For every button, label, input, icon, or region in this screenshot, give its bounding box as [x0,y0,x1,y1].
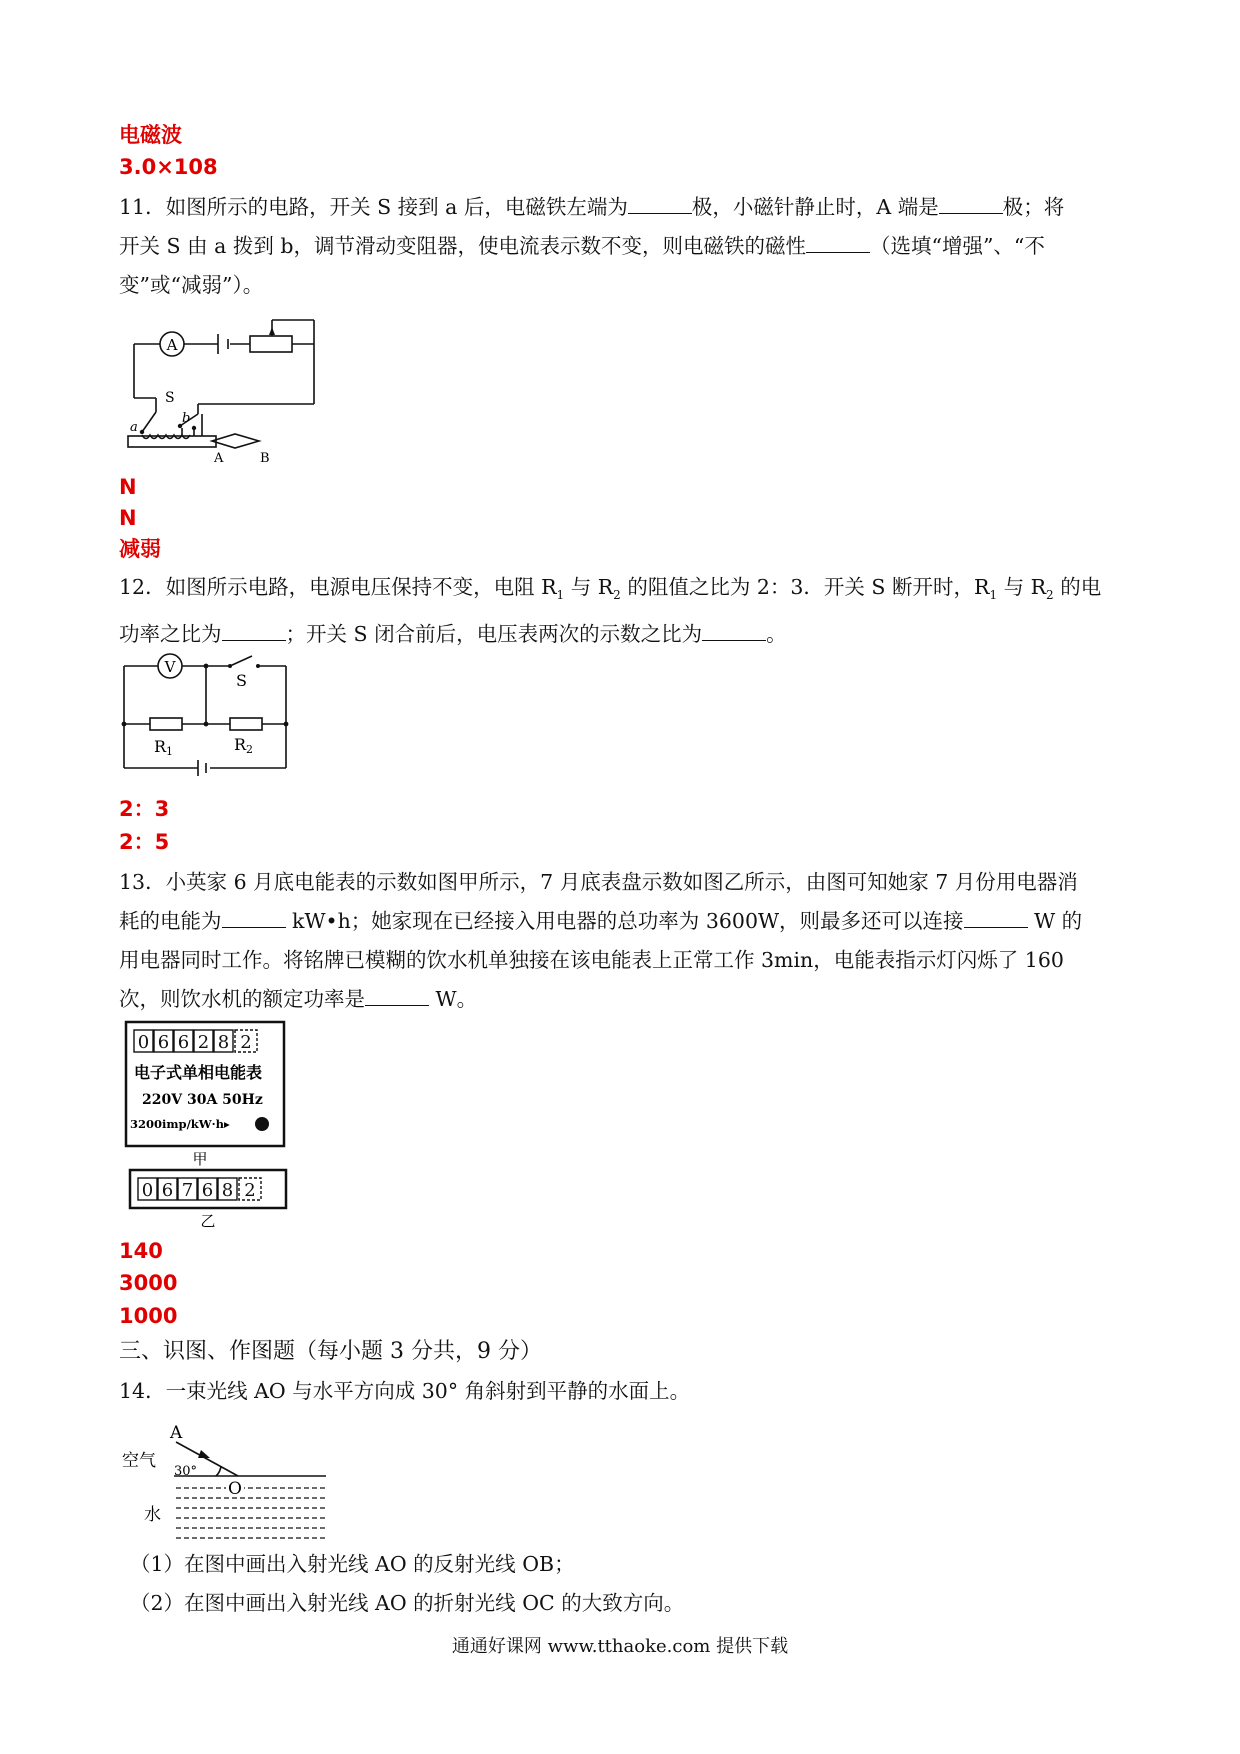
r1-label: R1 [154,737,174,758]
meter-jia-digit: 6 [177,1032,190,1053]
meter-yi-digit: 7 [181,1180,194,1201]
q14-sub2: （2）在图中画出入射光线 AO 的折射光线 OC 的大致方向。 [130,1591,685,1615]
question-12 [119,568,1129,654]
question-14-subparts [130,1545,1140,1623]
q12-line2: 功率之比为 ；开关 S 闭合前后，电压表两次的示数之比为 。 [119,615,1129,654]
section-title: 三、识图、作图题（每小题 3 分共，9 分） [119,1339,542,1364]
q12-line1: 12．如图所示电路，电源电压保持不变，电阻 $R_1$ 与 $R_2$ 的阻值之比为 2：3．开关 S 断开时，$R_1$ 与 $R_2$ 的电 [119,575,1102,603]
blank [365,983,429,1006]
water-label: 水 [144,1505,161,1525]
arrow-icon [198,1450,210,1458]
q11-line2: 开关 S 由 a 拨到 b，调节滑动变阻器，使电流表示数不变，则电磁铁的磁性 （选填“增强”、“不 [119,227,1129,266]
answer-q13-2: 3000 [119,1271,178,1295]
r2-label: R2 [234,735,254,756]
contact-a-label: a [130,420,138,435]
q11-line3: 变”或“减弱”）。 [119,273,264,297]
answer-q12-2: 2：5 [119,830,170,854]
blank [222,905,286,928]
question-11 [119,188,1129,305]
answer-q11-3: 减弱 [119,537,161,561]
q14-stem: 14．一束光线 AO 与水平方向成 30° 角斜射到平静的水面上。 [119,1379,691,1403]
meter-jia-spec: 220V 30A 50Hz [142,1092,263,1108]
switch-label: S [165,390,175,406]
needle-b-label: B [260,451,270,466]
meter-jia-digit: 0 [137,1032,150,1053]
blank [222,618,286,641]
switch-label: S [236,671,247,690]
question-13 [119,863,1129,1019]
blank [628,191,692,214]
meter-jia-digit: 2 [197,1032,210,1053]
q13-electric-meters [122,1018,292,1232]
angle-label: 30° [174,1464,198,1479]
answer-q13-1: 140 [119,1239,163,1263]
meter-jia-digit: 8 [217,1032,230,1053]
q11-circuit-diagram [120,306,330,468]
meter-jia-digit: 6 [157,1032,170,1053]
meter-yi-digit: 6 [161,1180,174,1201]
answer-q10-2: 3.0×108 [119,155,218,179]
q13-line1: 13．小英家 6 月底电能表的示数如图甲所示，7 月底表盘示数如图乙所示，由图可知她家 7 月份用电器消 [119,870,1078,894]
ammeter-label: A [166,336,178,354]
blank [806,230,870,253]
meter-yi-digit: 2 [244,1180,256,1201]
meter-jia-digit: 2 [240,1032,252,1053]
blank [702,618,766,641]
blank [964,905,1028,928]
meter-yi-digit: 8 [221,1180,234,1201]
point-o-label: O [228,1479,242,1499]
needle-a-label: A [214,451,224,466]
meter-jia-caption: 甲 [192,1150,208,1168]
q12-circuit-diagram [118,652,298,782]
voltmeter-label: V [164,658,176,676]
answer-q13-3: 1000 [119,1304,178,1328]
q13-line2: 耗的电能为 kW•h；她家现在已经接入用电器的总功率为 3600W，则最多还可以连接 W 的 [119,902,1129,941]
q13-line4: 次，则饮水机的额定功率是 W。 [119,980,1129,1019]
meter-yi-digit: 6 [201,1180,214,1201]
question-14 [119,1372,1129,1411]
answer-q12-1: 2：3 [119,797,170,821]
point-a-label: A [170,1423,183,1443]
contact-b-label: b [182,411,191,426]
meter-yi-digit: 0 [141,1180,154,1201]
q14-light-diagram [118,1418,338,1542]
meter-jia-title: 电子式单相电能表 [134,1063,263,1082]
q11-line1: 11．如图所示的电路，开关 S 接到 a 后，电磁铁左端为 极，小磁针静止时，A 端是 极；将 [119,188,1129,227]
meter-jia-imp: 3200imp/kW·h▸ [130,1117,230,1131]
footer-source: 通通好课网 www.tthaoke.com 提供下载 [451,1636,789,1657]
answer-q11-1: N [119,475,137,499]
meter-yi-caption: 乙 [200,1212,216,1230]
blank [939,191,1003,214]
q14-sub1: （1）在图中画出入射光线 AO 的反射光线 OB； [130,1552,575,1576]
q13-line3: 用电器同时工作。将铭牌已模糊的饮水机单独接在该电能表上正常工作 3min，电能表指示灯闪烁了 160 [119,948,1064,972]
indicator-light-icon [255,1117,269,1131]
answer-q11-2: N [119,506,137,530]
answer-q10-1: 电磁波 [119,123,182,147]
air-label: 空气 [122,1451,156,1471]
